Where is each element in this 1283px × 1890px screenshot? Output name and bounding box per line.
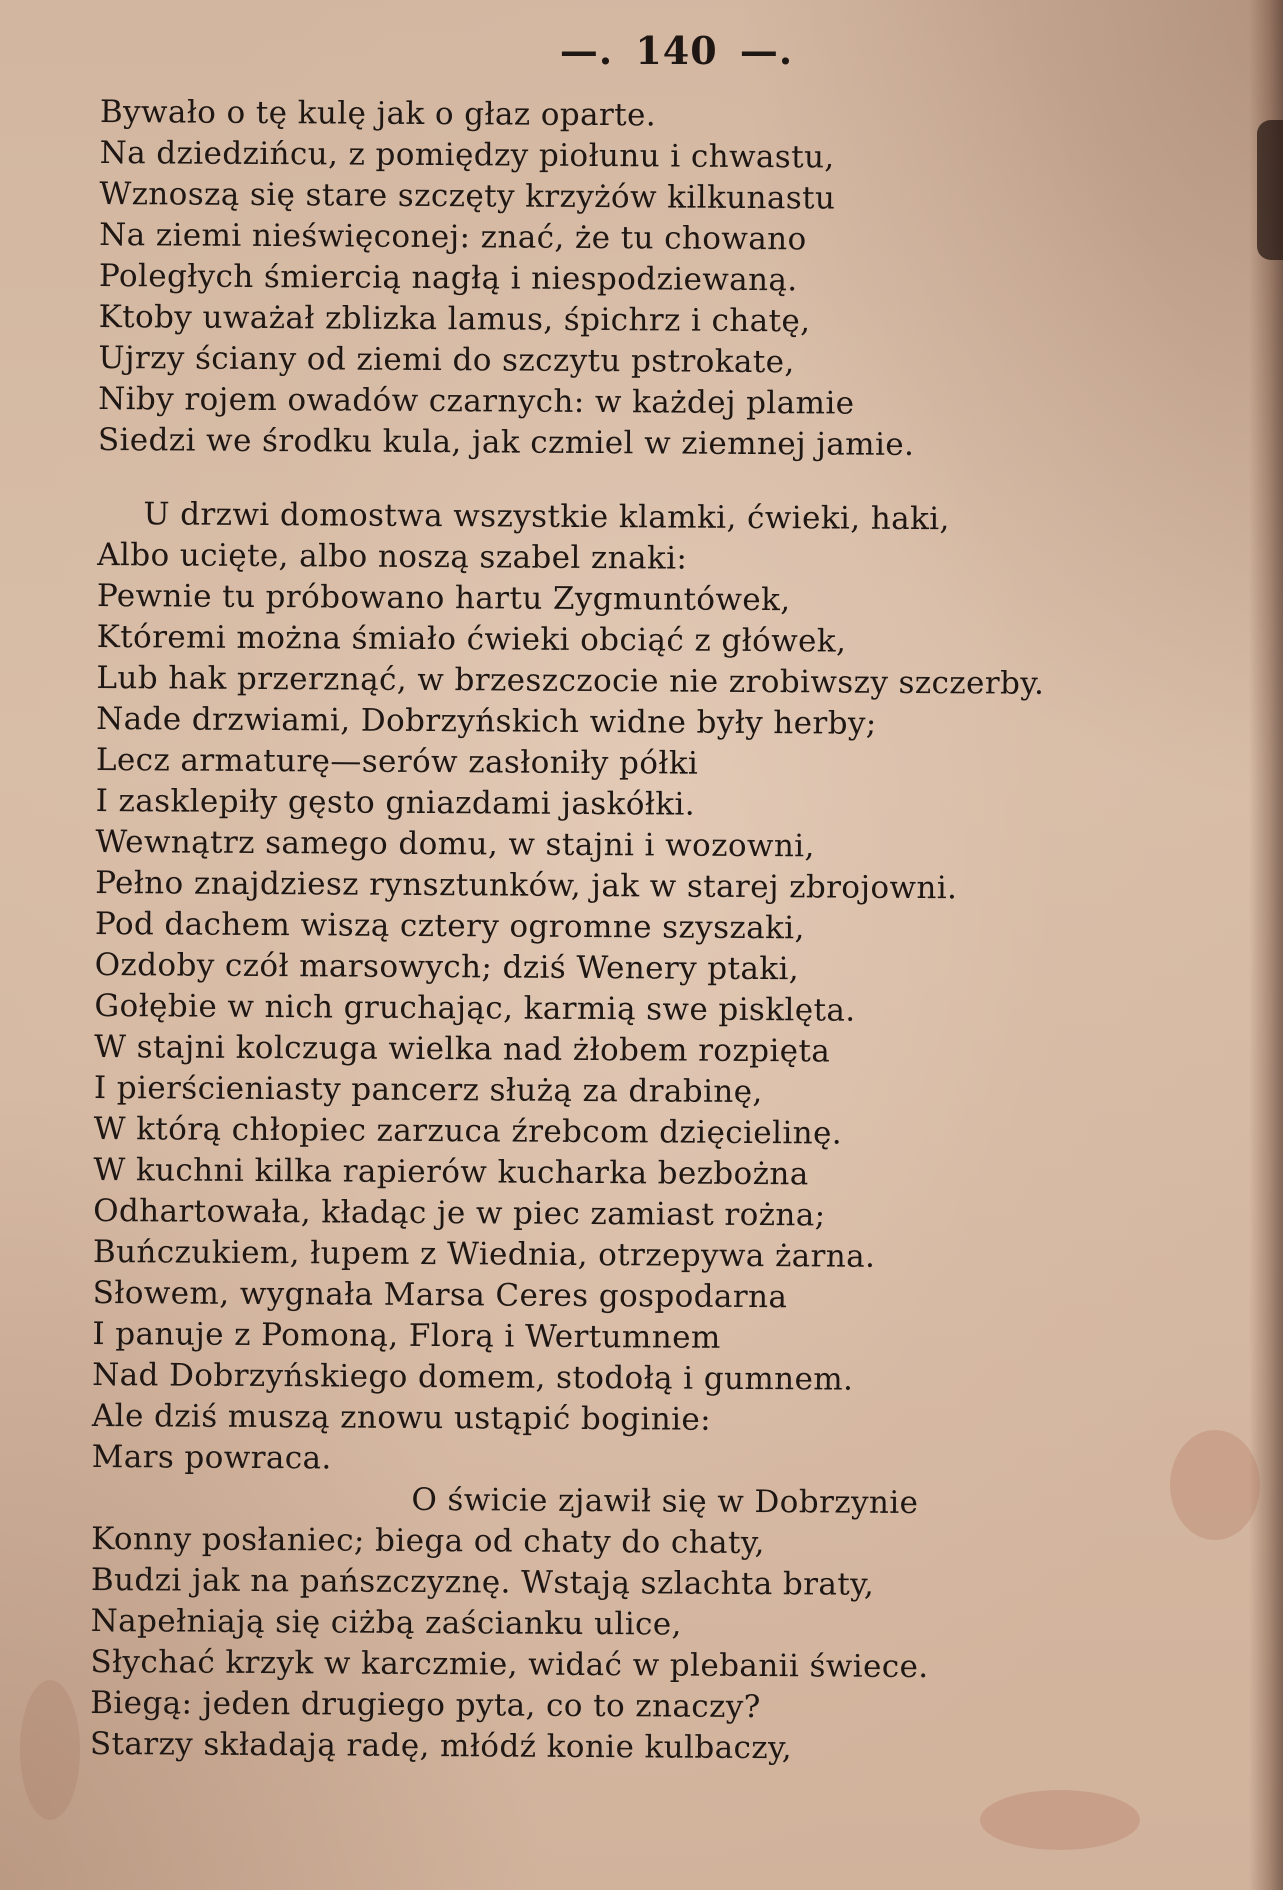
verse-line: W kuchni kilka rapierów kucharka bezbożna bbox=[93, 1151, 809, 1193]
verse-line: Biegą: jeden drugiego pyta, co to znaczy? bbox=[90, 1684, 761, 1726]
verse-line: Ale dziś muszą znowu ustąpić boginie: bbox=[91, 1397, 712, 1438]
verse-line: Nade drzwiami, Dobrzyńskich widne były herby; bbox=[96, 700, 877, 742]
verse-line: I pierścieniasty pancerz służą za drabinę, bbox=[93, 1069, 763, 1111]
verse-line: Ozdoby czół marsowych; dziś Wenery ptaki, bbox=[94, 946, 800, 988]
verse-line: U drzwi domostwa wszystkie klamki, ćwieki, haki, bbox=[143, 496, 950, 538]
verse-line: Buńczukiem, łupem z Wiednia, otrzepywa żarna. bbox=[92, 1233, 876, 1275]
verse-line: Któremi można śmiało ćwieki obciąć z główek, bbox=[96, 618, 847, 660]
verse-line: Albo ucięte, albo noszą szabel znaki: bbox=[97, 536, 688, 577]
verse-line: Na dziedzińcu, z pomiędzy piołunu i chwastu, bbox=[99, 134, 835, 176]
verse-line: Słychać krzyk w karczmie, widać w plebanii świece. bbox=[90, 1643, 929, 1686]
verse-line: Nad Dobrzyńskiego domem, stodołą i gumnem. bbox=[92, 1356, 854, 1398]
verse-line: Mars powraca. bbox=[91, 1438, 332, 1477]
verse-line: Słowem, wygnała Marsa Ceres gospodarna bbox=[92, 1274, 788, 1316]
verse-line: Lecz armaturę—serów zasłoniły półki bbox=[95, 741, 699, 782]
verse-line: Pod dachem wiszą cztery ogromne szyszaki, bbox=[94, 905, 805, 947]
page-number: 140 bbox=[635, 28, 718, 73]
verse-line: Lub hak przerznąć, w brzeszczocie nie zrobiwszy szczerby. bbox=[96, 659, 1045, 702]
paper-stain bbox=[20, 1680, 80, 1820]
verse-line: Konny posłaniec; biega od chaty do chaty, bbox=[91, 1520, 765, 1562]
verse-line: Poległych śmiercią nagłą i niespodziewaną. bbox=[98, 257, 798, 299]
header-dash-left: —. bbox=[559, 28, 614, 73]
verse-line: Starzy składają radę, młódź konie kulbaczy, bbox=[89, 1725, 793, 1767]
verse-line: I zasklepiły gęsto gniazdami jaskółki. bbox=[95, 782, 696, 823]
header-dash-right: —. bbox=[739, 28, 794, 73]
poem-text bbox=[90, 92, 1220, 1772]
page-edge-blot bbox=[1257, 120, 1283, 260]
paper-stain bbox=[980, 1790, 1140, 1850]
verse-line: Ktoby uważał zblizka lamus, śpichrz i chatę, bbox=[98, 298, 811, 340]
verse-line: Na ziemi nieświęconej: znać, że tu chowano bbox=[99, 216, 807, 258]
verse-line: Budzi jak na pańszczyznę. Wstają szlachta braty, bbox=[90, 1561, 875, 1603]
verse-line: W którą chłopiec zarzuca źrebcom dzięcielinę. bbox=[93, 1110, 843, 1152]
verse-line: Odhartowała, kładąc je w piec zamiast rożna; bbox=[93, 1192, 826, 1234]
verse-line: Napełniają się ciżbą zaścianku ulice, bbox=[90, 1602, 682, 1643]
verse-line: Wewnątrz samego domu, w stajni i wozowni, bbox=[95, 823, 815, 865]
verse-line: I panuje z Pomoną, Florą i Wertumnem bbox=[92, 1315, 721, 1356]
verse-line: W stajni kolczuga wielka nad żłobem rozpięta bbox=[94, 1028, 831, 1070]
verse-line: Pewnie tu próbowano hartu Zygmuntówek, bbox=[96, 577, 791, 619]
page-header bbox=[0, 28, 1283, 73]
verse-line: Niby rojem owadów czarnych: w każdej plamie bbox=[98, 380, 855, 422]
verse-line: Gołębie w nich gruchając, karmią swe pisklęta. bbox=[94, 987, 856, 1029]
page-edge-shadow bbox=[1249, 0, 1283, 1890]
verse-line: Wznoszą się stare szczęty krzyżów kilkunastu bbox=[99, 175, 836, 217]
verse-line: O świcie zjawił się w Dobrzynie bbox=[411, 1481, 919, 1522]
verse-line: Bywało o tę kulę jak o głaz oparte. bbox=[99, 93, 657, 134]
verse-line: Pełno znajdziesz rynsztunków, jak w starej zbrojowni. bbox=[95, 864, 958, 907]
verse-line: Siedzi we środku kula, jak czmiel w ziemnej jamie. bbox=[97, 421, 915, 463]
verse-line: Ujrzy ściany od ziemi do szczytu pstrokate, bbox=[98, 339, 795, 381]
